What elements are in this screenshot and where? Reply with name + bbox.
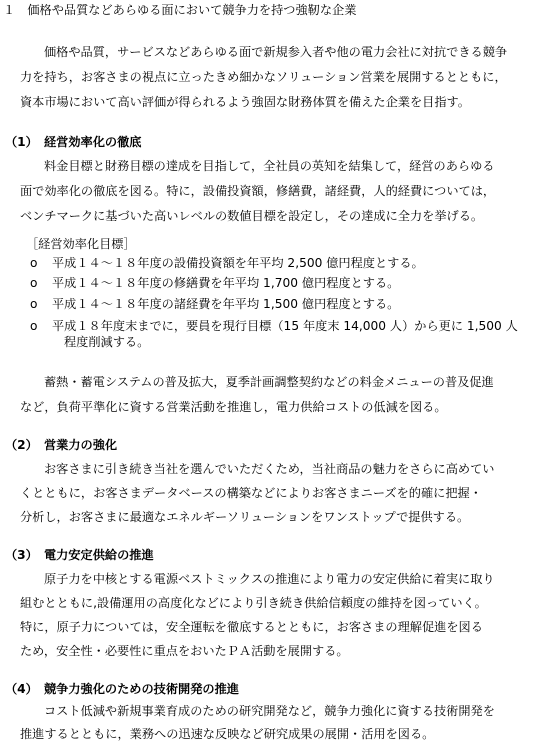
efficiency-target-item: 平成１４～１８年度の諸経費を年平均 1,500 億円程度とする。	[52, 297, 400, 311]
section-heading-2: （2） 営業力の強化	[5, 438, 118, 452]
section-1-body-line: など，負荷平準化に資する営業活動を推進し，電力供給コストの低減を図る。	[20, 400, 447, 414]
section-4-body-line: コスト低減や新規事業育成のための研究開発など，競争力強化に資する技術開発を	[44, 704, 495, 718]
section-4-body-line: 推進するとともに，業務への迅速な反映など研究成果の展開・活用を図る。	[20, 727, 435, 741]
section-3-body-line: 組むとともに,設備運用の高度化などにより引き続き供給信頼度の維持を図っていく。	[20, 596, 487, 610]
page-title: １ 価格や品質などあらゆる面において競争力を持つ強靭な企業	[3, 3, 357, 17]
section-1-body-line: 面で効率化の徹底を図る。特に，設備投資額，修繕費，諸経費，人的経費については，	[20, 184, 496, 198]
bullet-mark: o	[30, 319, 38, 333]
efficiency-target-item: 平成１４～１８年度の設備投資額を年平均 2,500 億円程度とする。	[52, 256, 424, 270]
efficiency-targets-label: ［経営効率化目標］	[26, 237, 136, 251]
section-1-body-line: 蓄熱・蓄電システムの普及拡大，夏季計画調整契約などの料金メニューの普及促進	[44, 375, 494, 389]
efficiency-target-item-continued: 程度削減する。	[64, 335, 150, 349]
intro-line: 資本市場において高い評価が得られるよう強固な財務体質を備えた企業を目指す。	[20, 95, 470, 109]
section-1-body-line: 料金目標と財務目標の達成を目指して，全社員の英知を結集して，経営のあらゆる	[44, 159, 495, 173]
intro-line: 力を持ち，お客さまの視点に立ったきめ細かなソリューション営業を展開するとともに，	[20, 70, 507, 84]
bullet-mark: o	[30, 276, 38, 290]
section-2-body-line: くとともに，お客さまデータベースの構築などによりお客さまニーズを的確に把握・	[20, 486, 482, 500]
section-2-body-line: お客さまに引き続き当社を選んでいただくため，当社商品の魅力をさらに高めてい	[44, 462, 495, 476]
section-heading-3: （3） 電力安定供給の推進	[5, 548, 154, 562]
section-heading-4: （4） 競争力強化のための技術開発の推進	[5, 682, 239, 696]
section-1-body-line: ベンチマークに基づいた高いレベルの数値目標を設定し，その達成に全力を挙げる。	[20, 209, 484, 223]
section-3-body-line: 特に，原子力については，安全運転を徹底するとともに，お客さまの理解促進を図る	[20, 620, 483, 634]
efficiency-target-item: 平成１４～１８年度の修繕費を年平均 1,700 億円程度とする。	[52, 276, 400, 290]
bullet-mark: o	[30, 256, 38, 270]
efficiency-target-item: 平成１８年度末までに，要員を現行目標（15 年度末 14,000 人）から更に 1,500 人	[52, 319, 518, 333]
section-3-body-line: ため，安全性・必要性に重点をおいたＰＡ活動を展開する。	[20, 644, 349, 658]
section-heading-1: （1） 経営効率化の徹底	[5, 135, 142, 149]
section-3-body-line: 原子力を中核とする電源ベストミックスの推進により電力の安定供給に着実に取り	[44, 572, 495, 586]
bullet-mark: o	[30, 297, 38, 311]
section-2-body-line: 分析し，お客さまに最適なエネルギーソリューションをワンストップで提供する。	[20, 510, 470, 524]
intro-line: 価格や品質，サービスなどあらゆる面で新規参入者や他の電力会社に対抗できる競争	[44, 45, 508, 59]
